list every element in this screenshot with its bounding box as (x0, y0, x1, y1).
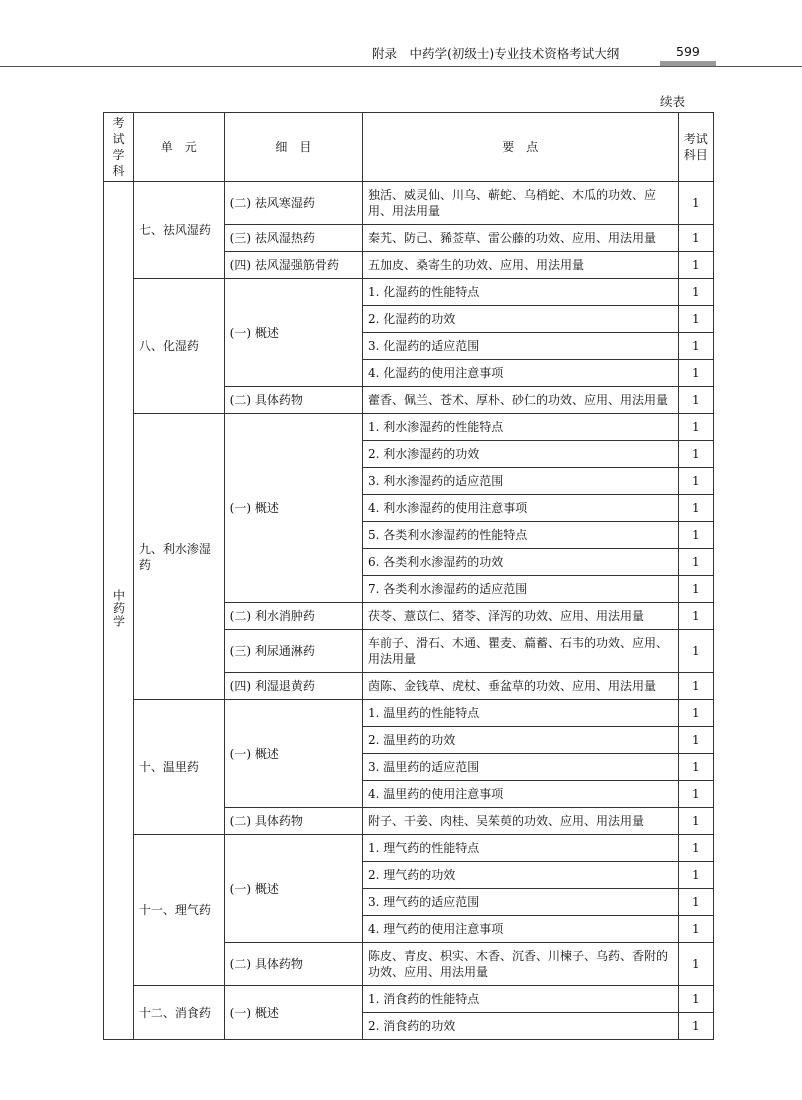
count-cell: 1 (678, 182, 713, 225)
table-body (104, 182, 714, 1040)
count-cell: 1 (678, 835, 713, 862)
syllabus-table (103, 112, 714, 1040)
point-cell: 2. 化湿药的功效 (363, 306, 679, 333)
detail-cell: (一) 概述 (224, 835, 362, 943)
detail-cell: (一) 概述 (224, 279, 362, 387)
point-cell: 2. 利水渗湿药的功效 (363, 441, 679, 468)
unit-cell: 十、温里药 (133, 700, 224, 835)
point-cell: 茯苓、薏苡仁、猪苓、泽泻的功效、应用、用法用量 (363, 603, 679, 630)
count-cell: 1 (678, 781, 713, 808)
running-header-title: 附录 中药学(初级士)专业技术资格考试大纲 (372, 46, 620, 61)
count-cell: 1 (678, 522, 713, 549)
table-row (104, 835, 714, 862)
point-cell: 3. 理气药的适应范围 (363, 889, 679, 916)
count-cell: 1 (678, 603, 713, 630)
detail-cell: (二) 利水消肿药 (224, 603, 362, 630)
point-cell: 陈皮、青皮、枳实、木香、沉香、川楝子、乌药、香附的功效、应用、用法用量 (363, 943, 679, 986)
point-cell: 5. 各类利水渗湿药的性能特点 (363, 522, 679, 549)
detail-cell: (二) 具体药物 (224, 943, 362, 986)
point-cell: 6. 各类利水渗湿药的功效 (363, 549, 679, 576)
point-cell: 藿香、佩兰、苍术、厚朴、砂仁的功效、应用、用法用量 (363, 387, 679, 414)
detail-cell: (三) 祛风湿热药 (224, 225, 362, 252)
point-cell: 4. 温里药的使用注意事项 (363, 781, 679, 808)
count-cell: 1 (678, 279, 713, 306)
point-cell: 4. 理气药的使用注意事项 (363, 916, 679, 943)
count-cell: 1 (678, 630, 713, 673)
point-cell: 2. 消食药的功效 (363, 1013, 679, 1040)
column-header-count: 考试科目 (678, 113, 713, 182)
page-number: 599 (676, 44, 700, 59)
column-header-detail: 细 目 (224, 113, 362, 182)
count-cell: 1 (678, 252, 713, 279)
table-row (104, 986, 714, 1013)
table-row (104, 279, 714, 306)
column-header-subject: 考试学科 (104, 113, 134, 182)
point-cell: 3. 化湿药的适应范围 (363, 333, 679, 360)
count-cell: 1 (678, 986, 713, 1013)
point-cell: 1. 温里药的性能特点 (363, 700, 679, 727)
unit-cell: 八、化湿药 (133, 279, 224, 414)
count-cell: 1 (678, 441, 713, 468)
count-cell: 1 (678, 889, 713, 916)
subject-cell (104, 182, 134, 1040)
point-cell: 1. 利水渗湿药的性能特点 (363, 414, 679, 441)
point-cell: 4. 化湿药的使用注意事项 (363, 360, 679, 387)
unit-cell: 十二、消食药 (133, 986, 224, 1040)
count-cell: 1 (678, 727, 713, 754)
detail-cell: (一) 概述 (224, 700, 362, 808)
point-cell: 3. 利水渗湿药的适应范围 (363, 468, 679, 495)
count-cell: 1 (678, 1013, 713, 1040)
count-cell: 1 (678, 306, 713, 333)
count-cell: 1 (678, 333, 713, 360)
continued-label: 续表 (660, 94, 686, 109)
point-cell: 4. 利水渗湿药的使用注意事项 (363, 495, 679, 522)
header-rule (0, 66, 802, 67)
detail-cell: (二) 具体药物 (224, 387, 362, 414)
detail-cell: (一) 概述 (224, 986, 362, 1040)
count-cell: 1 (678, 943, 713, 986)
table-row (104, 182, 714, 225)
point-cell: 7. 各类利水渗湿药的适应范围 (363, 576, 679, 603)
count-cell: 1 (678, 387, 713, 414)
point-cell: 1. 化湿药的性能特点 (363, 279, 679, 306)
table-header-row (104, 113, 714, 182)
table-row (104, 414, 714, 441)
point-cell: 1. 理气药的性能特点 (363, 835, 679, 862)
detail-cell: (三) 利尿通淋药 (224, 630, 362, 673)
count-cell: 1 (678, 862, 713, 889)
count-cell: 1 (678, 916, 713, 943)
count-cell: 1 (678, 414, 713, 441)
point-cell: 3. 温里药的适应范围 (363, 754, 679, 781)
count-cell: 1 (678, 225, 713, 252)
count-cell: 1 (678, 576, 713, 603)
point-cell: 附子、干姜、肉桂、吴茱萸的功效、应用、用法用量 (363, 808, 679, 835)
detail-cell: (一) 概述 (224, 414, 362, 603)
point-cell: 独活、威灵仙、川乌、蕲蛇、乌梢蛇、木瓜的功效、应用、用法用量 (363, 182, 679, 225)
point-cell: 五加皮、桑寄生的功效、应用、用法用量 (363, 252, 679, 279)
point-cell: 车前子、滑石、木通、瞿麦、萹蓄、石韦的功效、应用、用法用量 (363, 630, 679, 673)
count-cell: 1 (678, 468, 713, 495)
column-header-point: 要 点 (363, 113, 679, 182)
unit-cell: 十一、理气药 (133, 835, 224, 986)
column-header-unit: 单 元 (133, 113, 224, 182)
point-cell: 2. 温里药的功效 (363, 727, 679, 754)
count-cell: 1 (678, 549, 713, 576)
detail-cell: (二) 具体药物 (224, 808, 362, 835)
detail-cell: (二) 祛风寒湿药 (224, 182, 362, 225)
count-cell: 1 (678, 700, 713, 727)
point-cell: 秦艽、防己、豨莶草、雷公藤的功效、应用、用法用量 (363, 225, 679, 252)
table-row (104, 700, 714, 727)
count-cell: 1 (678, 808, 713, 835)
count-cell: 1 (678, 360, 713, 387)
count-cell: 1 (678, 495, 713, 522)
count-cell: 1 (678, 673, 713, 700)
detail-cell: (四) 利湿退黄药 (224, 673, 362, 700)
unit-cell: 九、利水渗湿药 (133, 414, 224, 700)
point-cell: 1. 消食药的性能特点 (363, 986, 679, 1013)
point-cell: 茵陈、金钱草、虎杖、垂盆草的功效、应用、用法用量 (363, 673, 679, 700)
count-cell: 1 (678, 754, 713, 781)
unit-cell: 七、祛风湿药 (133, 182, 224, 279)
point-cell: 2. 理气药的功效 (363, 862, 679, 889)
detail-cell: (四) 祛风湿强筋骨药 (224, 252, 362, 279)
subject-label: 中药学 (111, 589, 126, 628)
